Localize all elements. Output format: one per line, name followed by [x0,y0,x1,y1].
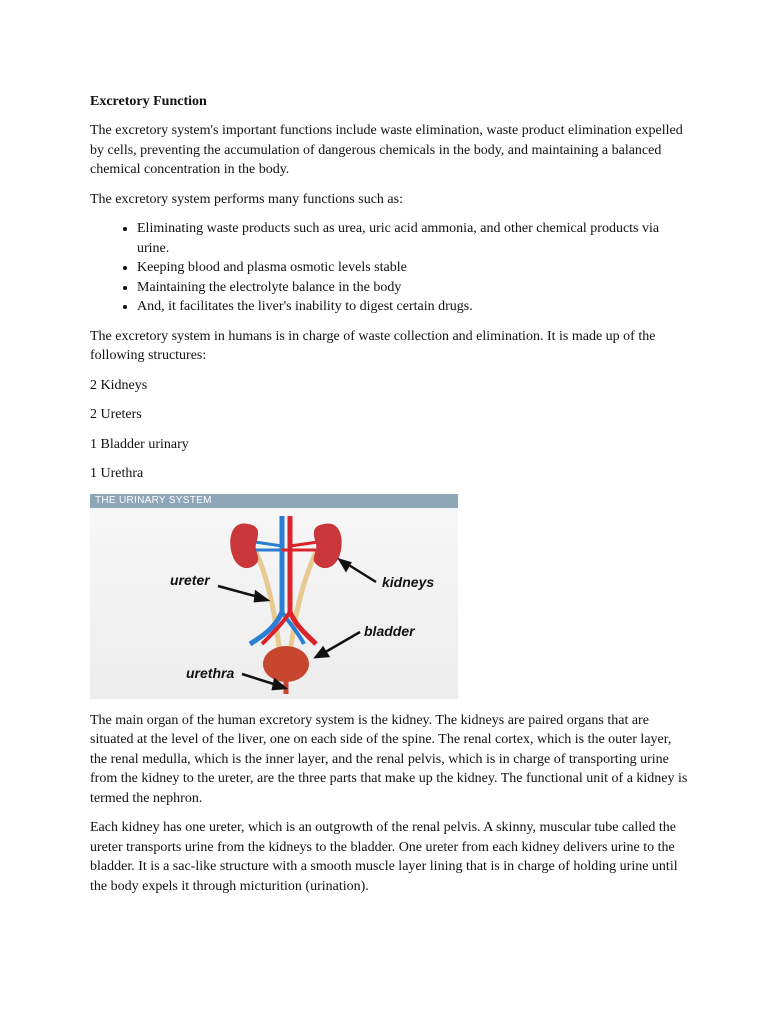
urethra-label: urethra [186,664,235,681]
bladder-label: bladder [364,622,415,639]
urinary-system-illustration [90,494,458,699]
functions-list [90,219,690,317]
document-content [90,92,690,906]
kidneys-arrow-head [340,560,350,570]
list-item: • Maintaining the electrolyte balance in the body [137,278,690,298]
bladder-arrow-head [316,648,328,657]
structure-urethra: 1 Urethra [90,466,144,481]
functions-lead: The excretory system performs many functions such as: [90,191,403,207]
ureter-paragraph: Each kidney has one ureter, which is an outgrowth of the renal pelvis. A skinny, muscular tube called the ureter transports urine from the kidneys to the bladder. One ureter from each kidney delivers urine to the bladder. It is a sac-like structure with a smooth muscle layer lining that is in charge of holding urine until the body expels it through micturition (urination). [90,820,678,894]
list-item: • Keeping blood and plasma osmotic levels stable [137,258,690,278]
list-item: • Eliminating waste products such as urea, uric acid ammonia, and other chemical products via urine. [137,219,690,258]
figure-header: THE URINARY SYSTEM [95,494,212,506]
right-kidney [314,523,342,568]
intro-paragraph: The excretory system's important functions include waste elimination, waste product elimination expelled by cells, preventing the accumulation of dangerous chemicals in the body, and maintaining a balanced chemical concentration in the body. [90,123,683,177]
ureter-label: ureter [170,571,210,588]
kidneys-label: kidneys [382,573,435,590]
structure-kidneys: 2 Kidneys [90,377,148,393]
left-kidney [230,523,258,568]
kidney-paragraph: The main organ of the human excretory system is the kidney. The kidneys are paired organs that are situated at the level of the liver, one on each side of the spine. The renal cortex, which is the outer layer, the renal medulla, which is the inner layer, and the renal pelvis, which is in charge of transporting urine from the kidney to the ureter, are the three parts that make up the kidney. The functional unit of a kidney is termed the nephron. [90,712,688,806]
structure-bladder: 1 Bladder urinary [90,436,189,452]
structure-ureters: 2 Ureters [90,407,142,422]
ureter-arrow-head [255,592,267,601]
structures-lead: The excretory system in humans is in charge of waste collection and elimination. It is made up of the following structures: [90,328,656,363]
right-renal-vessels [282,542,318,550]
bladder-shape [263,646,309,682]
bladder-arrow [322,632,360,654]
document-heading: Excretory Function [90,94,207,109]
list-item: • And, it facilitates the liver's inability to digest certain drugs. [137,297,690,317]
urinary-system-figure [90,494,458,699]
